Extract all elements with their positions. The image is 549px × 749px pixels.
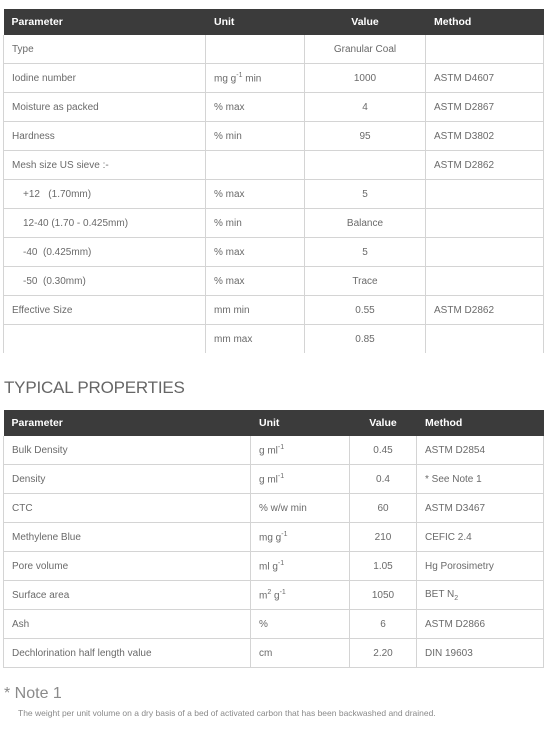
- unit-cell: [206, 64, 305, 93]
- parameter-cell: Bulk Density: [4, 436, 251, 465]
- unit-cell: % max: [206, 93, 305, 122]
- parameter-cell: Dechlorination half length value: [4, 639, 251, 668]
- parameter-cell: -50 (0.30mm): [4, 267, 206, 296]
- value-cell: 0.55: [305, 296, 426, 325]
- unit-suffix: min: [242, 73, 262, 85]
- value-cell: 4: [305, 93, 426, 122]
- unit-cell: [206, 151, 305, 180]
- table-row: [4, 494, 544, 523]
- method-cell: ASTM D2867: [426, 93, 544, 122]
- parameter-cell: Type: [4, 35, 206, 64]
- table-row: [4, 151, 544, 180]
- unit-superscript: -1: [277, 443, 285, 451]
- column-header-method: Method: [417, 410, 544, 436]
- unit-cell: % max: [206, 267, 305, 296]
- value-cell: Balance: [305, 209, 426, 238]
- table-row: [4, 436, 544, 465]
- method-cell: ASTM D2862: [426, 296, 544, 325]
- table-row: [4, 64, 544, 93]
- table-row: [4, 523, 544, 552]
- note-title: * Note 1: [4, 685, 62, 702]
- parameter-cell: Ash: [4, 610, 251, 639]
- parameter-cell: Effective Size: [4, 296, 206, 325]
- parameter-cell: Moisture as packed: [4, 93, 206, 122]
- table-row: [4, 35, 544, 64]
- parameter-cell: -40 (0.425mm): [4, 238, 206, 267]
- parameter-cell: [4, 325, 206, 354]
- unit-text: g ml: [259, 445, 278, 457]
- parameter-cell: Methylene Blue: [4, 523, 251, 552]
- unit-suffix: g: [271, 590, 280, 602]
- column-header-value: Value: [350, 410, 417, 436]
- parameter-cell: CTC: [4, 494, 251, 523]
- unit-superscript: -1: [236, 71, 243, 79]
- method-cell: Hg Porosimetry: [417, 552, 544, 581]
- parameter-cell: +12 (1.70mm): [4, 180, 206, 209]
- unit-cell: mm min: [206, 296, 305, 325]
- parameter-cell: Density: [4, 465, 251, 494]
- method-cell: CEFIC 2.4: [417, 523, 544, 552]
- unit-cell: [251, 465, 350, 494]
- method-cell: ASTM D2862: [426, 151, 544, 180]
- value-cell: 2.20: [350, 639, 417, 668]
- table-row: [4, 267, 544, 296]
- unit-cell: cm: [251, 639, 350, 668]
- unit-cell: [251, 436, 350, 465]
- table-row: [4, 610, 544, 639]
- table-row: [4, 296, 544, 325]
- column-header-unit: Unit: [251, 410, 350, 436]
- table-row: [4, 122, 544, 151]
- unit-superscript: 2: [267, 588, 272, 596]
- parameter-cell: Mesh size US sieve :-: [4, 151, 206, 180]
- method-cell: [417, 581, 544, 610]
- unit-text: g ml: [259, 474, 278, 486]
- value-cell: 1.05: [350, 552, 417, 581]
- method-cell: [426, 35, 544, 64]
- unit-cell: [206, 35, 305, 64]
- table-row: [4, 238, 544, 267]
- table-row: [4, 552, 544, 581]
- method-cell: ASTM D3802: [426, 122, 544, 151]
- table-row: [4, 325, 544, 354]
- typical-properties-table: [3, 410, 544, 668]
- value-cell: 210: [350, 523, 417, 552]
- parameter-cell: Hardness: [4, 122, 206, 151]
- unit-superscript: -1: [277, 559, 285, 567]
- method-cell: [426, 267, 544, 296]
- unit-cell: % min: [206, 209, 305, 238]
- note-text: The weight per unit volume on a dry basis of a bed of activated carbon that has been backwashed and drained.: [18, 708, 436, 718]
- value-cell: 1050: [350, 581, 417, 610]
- column-header-parameter: Parameter: [4, 410, 251, 436]
- table-row: [4, 581, 544, 610]
- value-cell: 95: [305, 122, 426, 151]
- unit-superscript: -1: [279, 588, 286, 596]
- value-cell: 6: [350, 610, 417, 639]
- column-header-method: Method: [426, 9, 544, 35]
- table-row: [4, 209, 544, 238]
- method-cell: ASTM D4607: [426, 64, 544, 93]
- method-cell: [426, 180, 544, 209]
- column-header-parameter: Parameter: [4, 9, 206, 35]
- value-cell: 1000: [305, 64, 426, 93]
- value-cell: 5: [305, 238, 426, 267]
- value-cell: Granular Coal: [305, 35, 426, 64]
- method-cell: * See Note 1: [417, 465, 544, 494]
- unit-text: ml g: [259, 561, 278, 573]
- value-cell: 60: [350, 494, 417, 523]
- unit-text: mg g: [214, 73, 237, 85]
- unit-cell: [251, 552, 350, 581]
- value-cell: [305, 151, 426, 180]
- value-cell: 0.85: [305, 325, 426, 354]
- parameter-cell: Surface area: [4, 581, 251, 610]
- specification-table: [3, 9, 544, 353]
- value-cell: Trace: [305, 267, 426, 296]
- unit-superscript: -1: [281, 530, 288, 538]
- parameter-cell: Pore volume: [4, 552, 251, 581]
- method-cell: ASTM D2866: [417, 610, 544, 639]
- table-row: [4, 180, 544, 209]
- unit-cell: % max: [206, 180, 305, 209]
- method-cell: ASTM D3467: [417, 494, 544, 523]
- table-header-row: [4, 9, 544, 35]
- table-row: [4, 639, 544, 668]
- unit-superscript: -1: [277, 472, 285, 480]
- method-cell: DIN 19603: [417, 639, 544, 668]
- column-header-unit: Unit: [206, 9, 305, 35]
- section-heading-typical-properties: TYPICAL PROPERTIES: [4, 378, 185, 397]
- unit-text: mg g: [259, 532, 282, 544]
- unit-cell: [251, 523, 350, 552]
- column-header-value: Value: [305, 9, 426, 35]
- table-header-row: [4, 410, 544, 436]
- parameter-cell: Iodine number: [4, 64, 206, 93]
- unit-cell: % max: [206, 238, 305, 267]
- parameter-cell: 12-40 (1.70 - 0.425mm): [4, 209, 206, 238]
- unit-cell: %: [251, 610, 350, 639]
- unit-text: m: [259, 590, 268, 602]
- value-cell: 0.4: [350, 465, 417, 494]
- method-cell: [426, 325, 544, 354]
- unit-cell: % w/w min: [251, 494, 350, 523]
- value-cell: 5: [305, 180, 426, 209]
- unit-cell: mm max: [206, 325, 305, 354]
- unit-cell: % min: [206, 122, 305, 151]
- method-cell: ASTM D2854: [417, 436, 544, 465]
- table-row: [4, 465, 544, 494]
- value-cell: 0.45: [350, 436, 417, 465]
- table-row: [4, 93, 544, 122]
- method-subscript: 2: [454, 594, 459, 602]
- method-text: BET N: [425, 588, 455, 600]
- method-cell: [426, 238, 544, 267]
- method-cell: [426, 209, 544, 238]
- unit-cell: [251, 581, 350, 610]
